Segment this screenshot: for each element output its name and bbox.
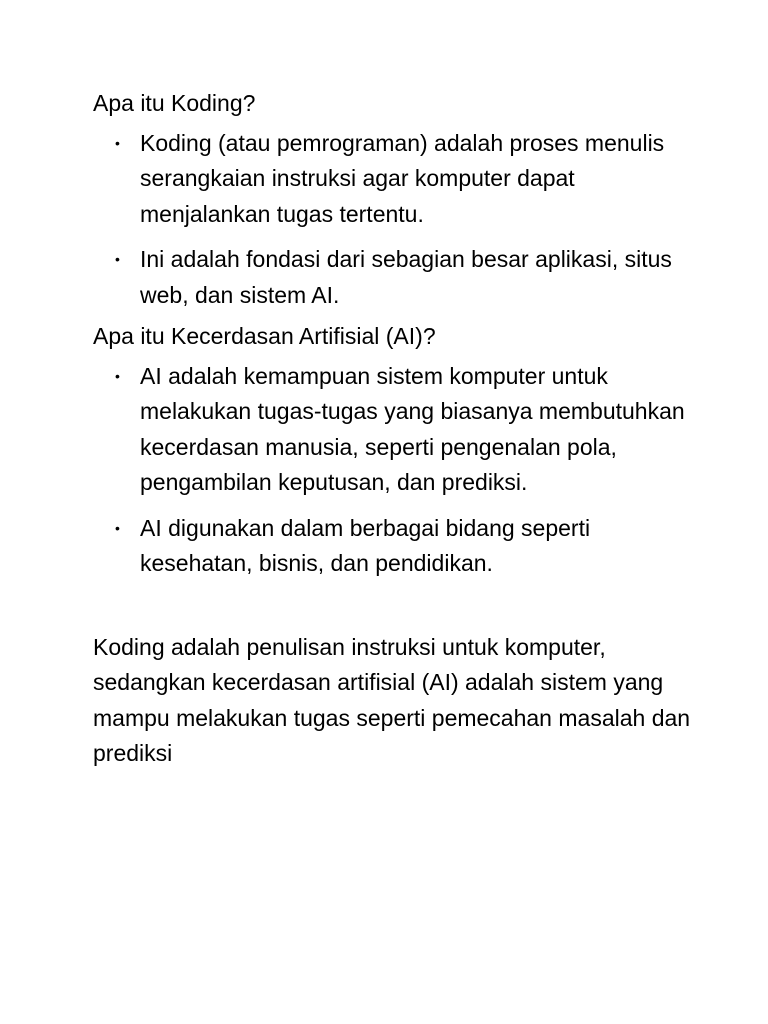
bullet-icon: • [115, 251, 120, 267]
list-item [93, 511, 693, 582]
heading-apa-itu-ai: Apa itu Kecerdasan Artifisial (AI)? [93, 323, 436, 349]
summary-paragraph: Koding adalah penulisan instruksi untuk komputer, sedangkan kecerdasan artifisial (AI) adalah sistem yang mampu melakukan tugas seperti pemecahan masalah dan prediksi [93, 633, 691, 766]
list-item-text: Ini adalah fondasi dari sebagian besar aplikasi, situs web, dan sistem AI. [140, 246, 672, 308]
list-item-text: AI adalah kemampuan sistem komputer untuk melakukan tugas-tugas yang biasanya membutuhkan kecerdasan manusia, seperti pengenalan pola, pengambilan keputusan, dan prediksi. [140, 362, 685, 495]
list-item-text: Koding (atau pemrograman) adalah proses menulis serangkaian instruksi agar komputer dapat menjalankan tugas tertentu. [140, 129, 665, 227]
bullet-icon: • [115, 367, 120, 384]
list-item-text: AI digunakan dalam berbagai bidang seperti kesehatan, bisnis, dan pendidikan. [140, 514, 591, 576]
list-item [93, 359, 693, 501]
document-page [93, 86, 693, 772]
heading-apa-itu-koding: Apa itu Koding? [93, 90, 256, 116]
list-item [93, 242, 693, 313]
bullet-icon: • [115, 134, 120, 151]
list-item [93, 126, 693, 233]
coding-bullet-list [93, 126, 693, 314]
bullet-icon: • [115, 519, 120, 536]
ai-bullet-list [93, 359, 693, 582]
